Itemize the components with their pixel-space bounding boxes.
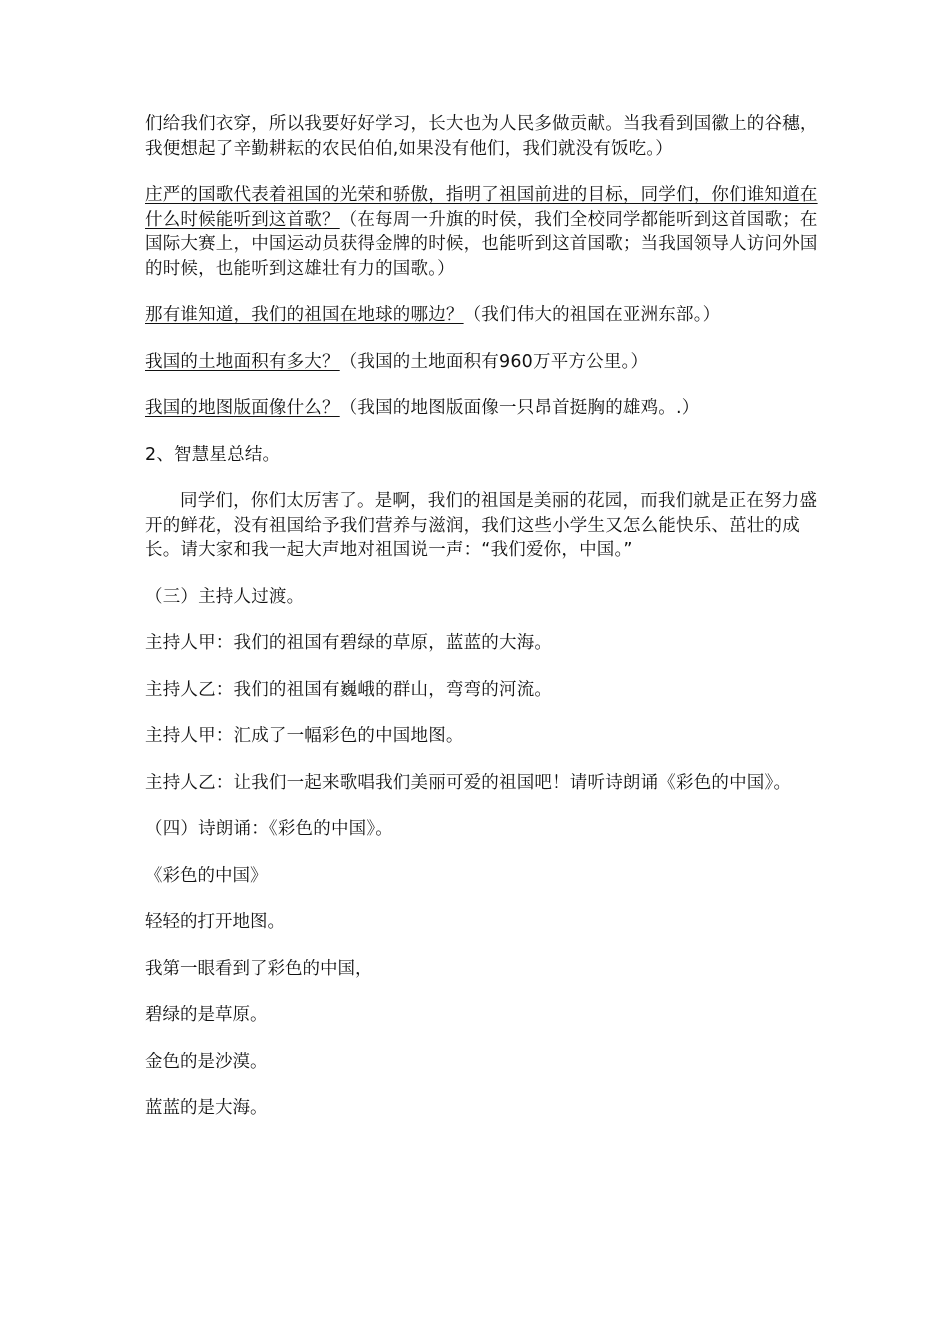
summary-heading: 2、智慧星总结。	[145, 444, 281, 465]
question-text: 庄严的国歌代表着祖国的光荣和骄傲，指明了祖国前进的目标，同学们，你们谁知道在什么时候能听到这首歌？	[145, 185, 818, 230]
answer-text: （我们伟大的祖国在亚洲东部。）	[463, 305, 721, 325]
poem-line: 碧绿的是草原。	[145, 1005, 268, 1025]
host-line: 主持人甲：我们的祖国有碧绿的草原，蓝蓝的大海。	[145, 633, 553, 653]
document-body	[145, 112, 825, 1143]
host-line: 主持人甲：汇成了一幅彩色的中国地图。	[145, 726, 464, 746]
answer-text: 们给我们衣穿，所以我要好好学习，长大也为人民多做贡献。当我看到国徽上的谷穗，我便想起了辛勤耕耘的农民伯伯,如果没有他们，我们就没有饭吃。）	[145, 114, 818, 159]
question-text: 我国的土地面积有多大？	[145, 351, 340, 372]
paragraph-anthem-question	[145, 183, 825, 281]
paragraph-location-question	[145, 303, 825, 328]
section3-heading: （三）主持人过渡。	[145, 586, 305, 607]
answer-text: （在每周一升旗的时侯，我们全校同学都能听到这首国歌；在国际大赛上，中国运动员获得金牌的时候，也能听到这首国歌；当我国领导人访问外国的时候，也能听到这雄壮有力的国歌。）	[145, 209, 818, 279]
paragraph-area-question	[145, 350, 825, 375]
answer-text: （我国的土地面积有960万平方公里。）	[339, 351, 649, 372]
poem-line: 我第一眼看到了彩色的中国，	[145, 958, 373, 979]
poem-title: 《彩色的中国》	[145, 865, 268, 886]
question-text: 那有谁知道，我们的祖国在地球的哪边？	[145, 305, 464, 325]
host-line: 主持人乙：我们的祖国有巍峨的群山，弯弯的河流。	[145, 679, 553, 700]
poem-line: 金色的是沙漠。	[145, 1051, 268, 1072]
host-line: 主持人乙：让我们一起来歌唱我们美丽可爱的祖国吧！请听诗朗诵《彩色的中国》。	[145, 772, 792, 793]
poem-line: 蓝蓝的是大海。	[145, 1098, 268, 1118]
poem-line: 轻轻的打开地图。	[145, 912, 285, 932]
answer-text: （我国的地图版面像一只昂首挺胸的雄鸡。.）	[339, 398, 700, 418]
paragraph-continuation	[145, 112, 825, 161]
summary-paragraph: 同学们，你们太厉害了。是啊，我们的祖国是美丽的花园，而我们就是正在努力盛开的鲜花，没有祖国给予我们营养与滋润，我们这些小学生又怎么能快乐、茁壮的成长。请大家和我一起大声地对祖国说一声：“我们爱你，中国。”	[145, 491, 818, 560]
question-text: 我国的地图版面像什么？	[145, 398, 340, 418]
paragraph-map-question	[145, 396, 825, 421]
section4-heading: （四）诗朗诵：《彩色的中国》。	[145, 819, 393, 839]
